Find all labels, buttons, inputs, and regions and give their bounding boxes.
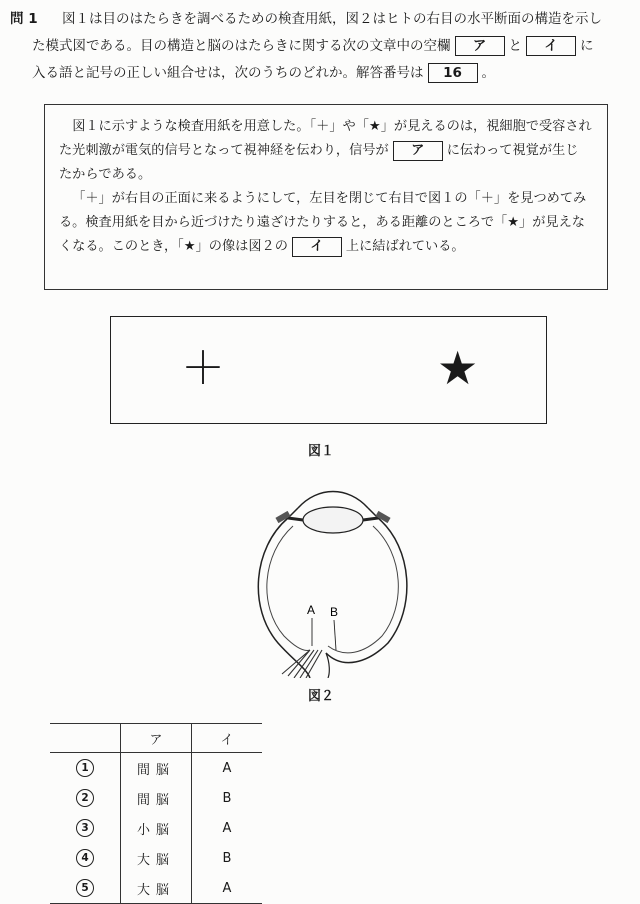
passage-line: 「＋」が右目の正面に来るようにして，左目を閉じて右目で図１の「＋」を見つめてみ [72,191,587,206]
choice-a: 間脳 [121,753,192,784]
passage-line: 図１に示すような検査用紙を用意した。「＋」や「★」が見えるのは，視細胞で受容され [72,119,592,134]
label-b: B [330,605,339,619]
label-a: A [307,603,316,617]
header-cell [50,724,121,753]
header-cell: ア [121,724,192,753]
question-line-2: た模式図である。目の構造と脳のはたらきに関する次の文章中の空欄 ア と イ に [32,38,594,54]
choice-a: 小脳 [121,813,192,843]
passage-line: る。検査用紙を目から近づけたり遠ざけたりすると，ある距離のところで「★」が見えな [59,215,585,230]
choice-a: 大脳 [121,843,192,873]
passage-blank-i: イ [292,237,342,257]
choice-number: 4 [76,849,94,867]
header-cell: イ [192,724,263,753]
table-row [50,873,262,904]
choice-number: 1 [76,759,94,777]
choice-number: 2 [76,789,94,807]
table-row [50,813,262,843]
table-header-row [50,724,262,753]
choice-a: 間脳 [121,783,192,813]
question-line-3: 入る語と記号の正しい組合せは，次のうちのどれか。解答番号は 16 。 [32,65,495,81]
blank-a-box: ア [455,36,505,56]
passage-box [44,104,608,290]
passage-line: た光刺激が電気的信号となって視神経を伝わり，信号が ア に伝わって視覚が生じ [59,139,593,163]
choice-i: A [192,753,263,784]
blank-i-box: イ [526,36,576,56]
passage-line: たからである。 [59,167,152,182]
answer-choices-table [50,723,262,904]
figure-2-caption: 図２ [308,689,335,704]
figure-1-caption: 図１ [308,444,335,459]
passage-line: くなる。このとき，「★」の像は図２の イ 上に結ばれている。 [59,235,593,259]
choice-number: 3 [76,819,94,837]
passage-blank-a: ア [393,141,443,161]
eye-cross-section-diagram [248,478,418,678]
choice-i: A [192,813,263,843]
choice-i: B [192,783,263,813]
table-row [50,783,262,813]
choice-i: B [192,843,263,873]
figure-1-test-card [110,316,547,424]
question-text [10,6,630,87]
star-mark: ★ [437,341,479,395]
plus-mark: ＋ [181,343,225,394]
answer-number-box: 16 [428,63,478,83]
choice-number: 5 [76,879,94,897]
question-line-1: 図１は目のはたらきを調べるための検査用紙，図２はヒトの右目の水平断面の構造を示し [62,11,602,27]
question-number: 問 1 [10,11,38,27]
choice-a: 大脳 [121,873,192,904]
table-row [50,843,262,873]
table-row [50,753,262,784]
choice-i: A [192,873,263,904]
